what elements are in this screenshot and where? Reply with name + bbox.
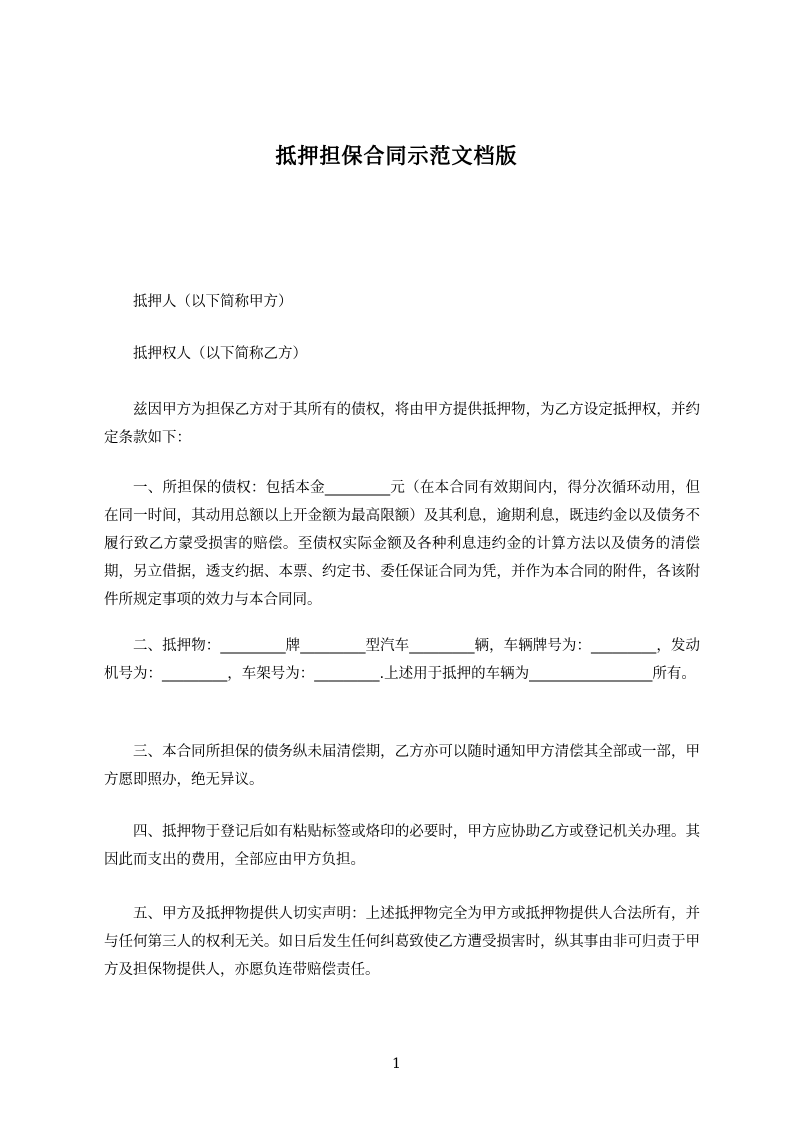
clause-3-early-repayment: 三、本合同所担保的债务纵未届清偿期，乙方亦可以随时通知甲方清偿其全部或一部，甲方愿即照办，绝无异议。 xyxy=(104,744,700,788)
document-title: 抵押担保合同示范文档版 xyxy=(275,144,518,168)
clause-1-secured-debt: 一、所担保的债权：包括本金_________元（在本合同有效期间内，得分次循环动用，但在同一时间，其动用总额以上开金额为最高限额）及其利息，逾期利息，既违约金以及债务不履行致乙方蒙受损害的赔偿。至债权实际金额及各种利息违约金的计算方法以及债务的清偿期，另立借据，透支约据、本票、约定书、委任保证合同为凭，并作为本合同的附件，各该附件所规定事项的效力与本合同同。 xyxy=(104,480,700,608)
mortgagor-line: 抵押人（以下简称甲方） xyxy=(133,294,293,310)
mortgagee-line: 抵押权人（以下简称乙方） xyxy=(133,346,307,362)
clause-2-collateral: 二、抵押物：_________牌_________型汽车_________辆，车辆牌号为：_________，发动机号为：_________，车架号为：_________.上述用于抵押的车辆为_________________所有。 xyxy=(104,638,700,682)
page-number: 1 xyxy=(392,1056,401,1072)
clause-4-registration: 四、抵押物于登记后如有粘贴标签或烙印的必要时，甲方应协助乙方或登记机关办理。其因此而支出的费用，全部应由甲方负担。 xyxy=(104,824,700,868)
clause-5-declaration: 五、甲方及抵押物提供人切实声明：上述抵押物完全为甲方或抵押物提供人合法所有，并与任何第三人的权利无关。如日后发生任何纠葛致使乙方遭受损害时，纵其事由非可归责于甲方及担保物提供人，亦愿负连带赔偿责任。 xyxy=(104,906,700,978)
preamble-paragraph: 兹因甲方为担保乙方对于其所有的债权，将由甲方提供抵押物，为乙方设定抵押权，并约定条款如下： xyxy=(104,402,700,446)
